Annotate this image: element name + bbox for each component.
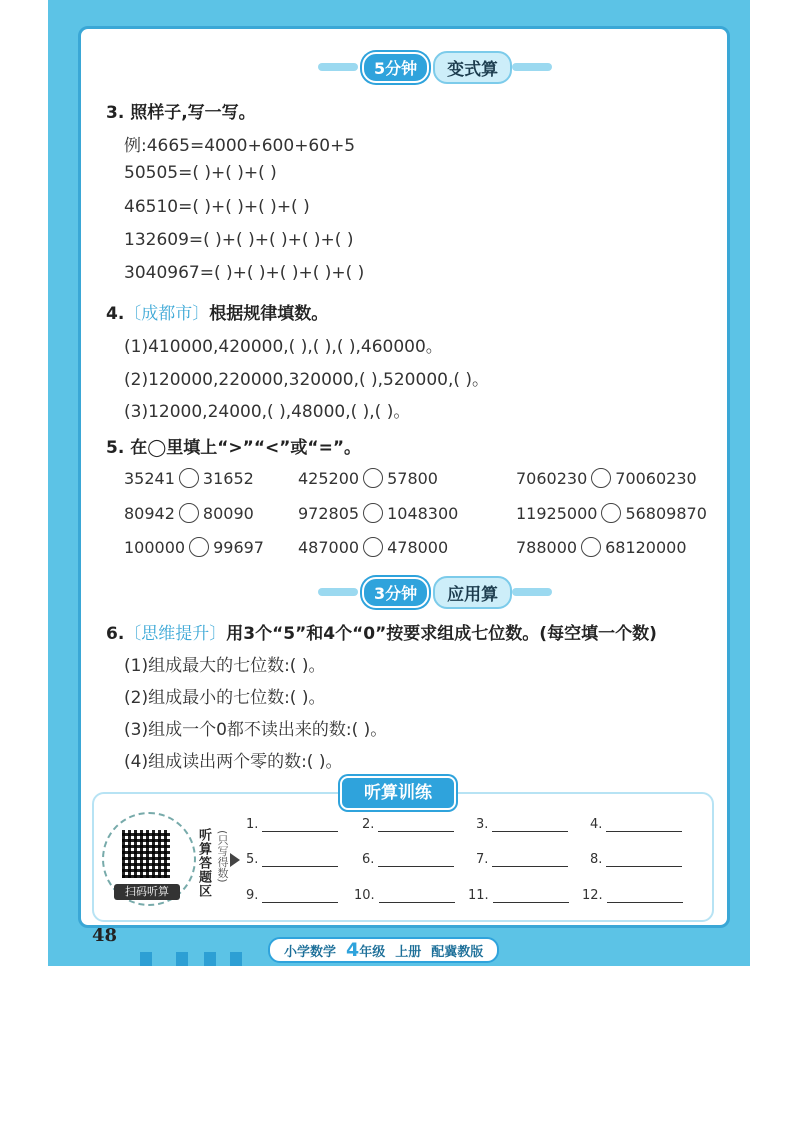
blank-number: 1.	[246, 817, 259, 832]
question-text: 用3个“5”和4个“0”按要求组成七位数。(每空填一个数)	[226, 624, 657, 644]
left-number: 35241	[124, 468, 175, 488]
blank-number: 5.	[246, 852, 259, 867]
decor-tick	[176, 952, 188, 966]
right-number: 57800	[387, 468, 438, 488]
blank-number: 10.	[354, 888, 375, 903]
q3-example: 例:4665=4000+600+60+5	[124, 136, 356, 156]
decor-tick	[140, 952, 152, 966]
decor-tick	[204, 952, 216, 966]
play-arrow-icon	[230, 853, 240, 867]
answer-blank[interactable]	[246, 888, 338, 903]
source-tag: 〔成都市〕	[124, 304, 210, 324]
blank-number: 11.	[468, 888, 489, 903]
compare-item	[516, 468, 697, 488]
blank-number: 6.	[362, 852, 375, 867]
term: 上册	[395, 944, 422, 960]
answer-blank[interactable]	[468, 888, 569, 903]
blank-number: 9.	[246, 888, 259, 903]
answer-blank[interactable]	[476, 817, 568, 832]
answer-circle[interactable]	[363, 503, 383, 523]
q3-line: 50505=( )+( )+( )	[124, 163, 277, 183]
blank-number: 3.	[476, 817, 489, 832]
blank-number: 2.	[362, 817, 375, 832]
q6-line: (1)组成最大的七位数:( )。	[124, 656, 326, 676]
grade-label: 年级	[359, 945, 386, 960]
q6-line: (4)组成读出两个零的数:( )。	[124, 752, 343, 772]
right-number: 70060230	[615, 468, 697, 488]
subject: 小学数学	[284, 944, 337, 960]
blank-number: 7.	[476, 852, 489, 867]
right-number: 80090	[202, 503, 254, 523]
question-text: 根据规律填数。	[209, 304, 329, 324]
compare-item	[516, 503, 707, 523]
question-3-title: 3. 照样子,写一写。	[106, 103, 256, 123]
question-number: 6.	[106, 624, 125, 644]
left-number: 80942	[124, 503, 175, 523]
question-number: 4.	[106, 304, 125, 324]
q4-line: (3)12000,24000,( ),48000,( ),( )。	[124, 402, 411, 422]
blank-number: 4.	[590, 817, 603, 832]
left-number: 487000	[298, 537, 360, 557]
compare-item	[124, 468, 254, 488]
answer-circle[interactable]	[601, 503, 621, 523]
answer-area-sublabel: (只写得数)	[216, 830, 229, 883]
right-number: 56809870	[625, 503, 707, 523]
section-title: 变式算	[433, 51, 512, 84]
answer-circle[interactable]	[581, 537, 601, 557]
answer-blank[interactable]	[476, 852, 568, 867]
question-6-title	[106, 619, 657, 644]
answer-circle[interactable]	[189, 537, 209, 557]
answer-blank[interactable]	[582, 888, 683, 903]
compare-item	[124, 503, 254, 523]
right-number: 478000	[387, 537, 449, 557]
edition: 配冀教版	[431, 944, 484, 960]
answer-blank[interactable]	[590, 852, 682, 867]
left-number: 7060230	[516, 468, 588, 488]
answer-blank[interactable]	[362, 852, 454, 867]
header-line	[318, 63, 358, 71]
compare-item	[516, 537, 687, 557]
compare-item	[124, 537, 264, 557]
left-number: 100000	[124, 537, 186, 557]
right-number: 99697	[213, 537, 264, 557]
right-number: 31652	[202, 468, 254, 488]
compare-item	[298, 537, 448, 557]
section-header-5min	[318, 53, 552, 81]
right-number: 68120000	[605, 537, 687, 557]
page-number: 48	[92, 925, 118, 946]
question-4-title	[106, 299, 328, 324]
grade-number: 4	[346, 939, 360, 961]
left-number: 972805	[298, 503, 360, 523]
decor-tick	[230, 952, 242, 966]
section-header-3min	[318, 578, 552, 606]
q3-line: 132609=( )+( )+( )+( )+( )	[124, 230, 354, 250]
q3-line: 46510=( )+( )+( )+( )	[124, 197, 310, 217]
answer-blank[interactable]	[246, 852, 338, 867]
time-badge: 5分钟	[362, 52, 429, 83]
q4-line: (1)410000,420000,( ),( ),( ),460000。	[124, 337, 443, 357]
q6-line: (2)组成最小的七位数:( )。	[124, 688, 326, 708]
answer-circle[interactable]	[363, 537, 383, 557]
answer-circle[interactable]	[179, 503, 199, 523]
q4-line: (2)120000,220000,320000,( ),520000,( )。	[124, 370, 490, 390]
answer-blank[interactable]	[590, 817, 682, 832]
header-line	[512, 588, 552, 596]
answer-blank[interactable]	[354, 888, 455, 903]
header-line	[318, 588, 358, 596]
scan-label: 扫码听算	[114, 884, 180, 900]
answer-circle[interactable]	[591, 468, 611, 488]
left-number: 425200	[298, 468, 360, 488]
left-number: 788000	[516, 537, 578, 557]
answer-area-label: 听算答题区	[196, 828, 211, 898]
qr-code-icon[interactable]	[122, 830, 170, 878]
listening-title: 听算训练	[340, 776, 456, 810]
time-badge: 3分钟	[362, 577, 429, 608]
answer-blank[interactable]	[362, 817, 454, 832]
right-number: 1048300	[387, 503, 459, 523]
blank-number: 12.	[582, 888, 603, 903]
source-tag: 〔思维提升〕	[124, 624, 227, 644]
answer-circle[interactable]	[179, 468, 199, 488]
book-footer	[268, 937, 499, 963]
question-5-title: 5. 在◯里填上“>”“<”或“=”。	[106, 438, 361, 458]
q3-line: 3040967=( )+( )+( )+( )+( )	[124, 263, 365, 283]
compare-item	[298, 503, 458, 523]
blank-number: 8.	[590, 852, 603, 867]
header-line	[512, 63, 552, 71]
answer-circle[interactable]	[363, 468, 383, 488]
compare-item	[298, 468, 438, 488]
answer-blank[interactable]	[246, 817, 338, 832]
section-title: 应用算	[433, 576, 512, 609]
left-number: 11925000	[516, 503, 598, 523]
q6-line: (3)组成一个0都不读出来的数:( )。	[124, 720, 388, 740]
